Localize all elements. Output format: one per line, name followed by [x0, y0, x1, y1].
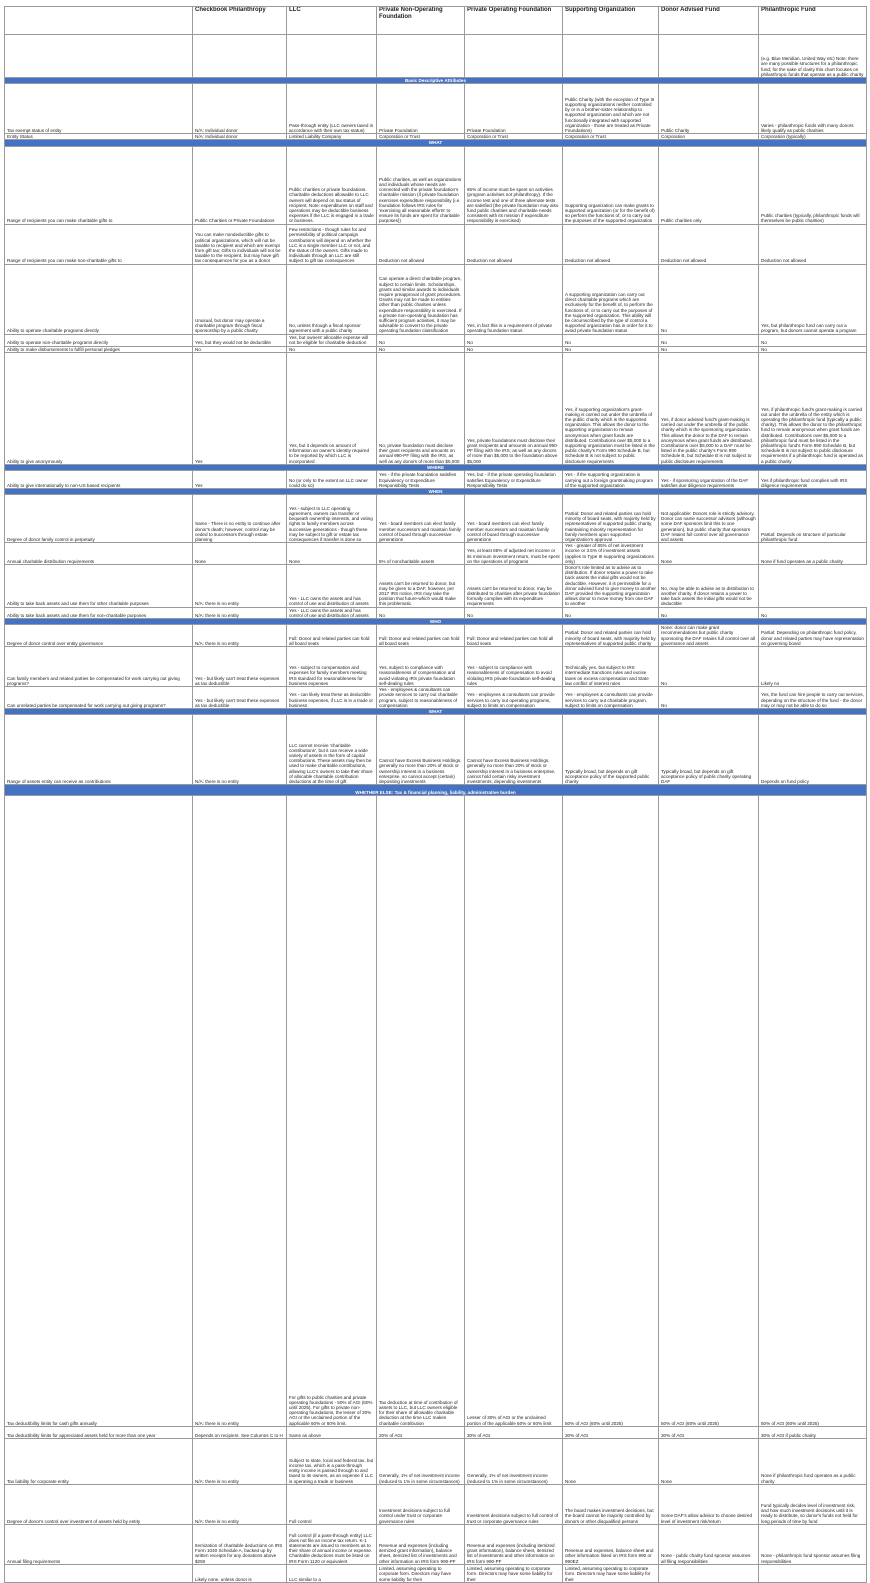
table-cell[interactable] — [759, 1564, 867, 1582]
table-row — [5, 647, 867, 687]
table-cell[interactable]: 5% of noncharitable assets — [377, 543, 465, 565]
table-cell[interactable]: Corporation or Trust — [377, 134, 465, 140]
cell[interactable] — [465, 35, 563, 78]
table-cell[interactable]: N/A: there is no entity — [193, 1484, 287, 1524]
row-label-cell[interactable]: Tax deductibility limits for appreciated assets held for more than one year — [5, 1426, 193, 1438]
table-cell[interactable]: Yes, the fund can hire people to carry out services, depending on the structure of the fund - the donor may or may not be able to do so — [759, 687, 867, 709]
table-cell[interactable]: Yes, if supporting organization's grant-making is carried out under the umbrella of the public charity which is the supported organization. This allows the donor to the supporting organization to remain anonymous when grant funds are distributed. Contributions over $5,000 to a supporting organization must be listed in the public charity's Form 990 Schedule B, but Schedule B is not subject to public disclosure requirements — [563, 352, 659, 464]
cell[interactable] — [5, 35, 193, 78]
row-label-cell[interactable]: Can unrelated parties be compensated for work carrying out giving programs? — [5, 687, 193, 709]
table-cell[interactable]: 50% of AGI (60% until 2025) — [659, 796, 759, 1427]
table-cell[interactable]: Revenue and expenses (including itemized grant information), balance sheet, itemized list of investments and other information on IRS form 990-PF — [465, 1524, 563, 1564]
table-cell[interactable]: None - philanthropic fund sponsor assumes filing responsibilities — [759, 1524, 867, 1564]
row-label-cell[interactable]: Ability to take back assets and use them for non-charitable purposes — [5, 607, 193, 618]
table-row — [5, 687, 867, 709]
row-label-cell[interactable]: Range of recipients you can make non-charitable gifts to — [5, 224, 193, 264]
table-cell[interactable]: No, may be able to advise as to distribution to another charity. If donor retains a power to take back assets the initial gifts would not be deductible — [659, 565, 759, 608]
table-cell[interactable]: None: donor can make grant recommendations but public charity sponsoring the DAF retains full control over all governance and assets — [659, 625, 759, 647]
table-cell[interactable]: Yes, at least 85% of adjusted net income or its minimum investment return, must be spent on the operations of programs — [465, 543, 563, 565]
intro-note-cell[interactable]: (e.g. Blue Meridian, United Way etc) Note: there are many possible structures for a philanthropic fund; for the sake of clarity this chart focuses on philanthropic funds that operate as a public charity — [759, 35, 867, 78]
table-cell[interactable]: N/A: there is no entity — [193, 565, 287, 608]
header-cell-philanthropic-fund[interactable]: Philanthropic Fund — [759, 7, 867, 35]
table-cell[interactable]: Public Charities or Private Foundations — [193, 146, 287, 224]
table-row — [5, 607, 867, 618]
table-cell[interactable]: No — [659, 607, 759, 618]
table-cell[interactable]: Yes - employees & consultants can provide services to carry out charitable program, subject to reasonableness of compensation — [377, 687, 465, 709]
row-label-cell[interactable]: Ability to give internationally to non-US based recipients — [5, 471, 193, 489]
row-label-cell[interactable]: Entity Status — [5, 134, 193, 140]
table-cell[interactable]: Limited Liability Company — [287, 134, 377, 140]
table-cell[interactable]: No — [759, 607, 867, 618]
table-cell[interactable]: Not applicable: Donors role is strictly advisory. Donor can name successor advisors (although some DAF sponsors limit this to one generation), but public charity that sponsors DAF retains full control over all governance and assets — [659, 495, 759, 543]
row-label-cell[interactable]: Range of assets entity can receive as contributions — [5, 715, 193, 785]
table-cell[interactable]: For gifts to public charities and private operating foundations - 50% of AGI (60% until 2025). For gifts to private non-operating foundations, the lesser of 30% AGI or the unclaimed portion of the applicable 50% or 60% limit. — [287, 796, 377, 1427]
section-band-label[interactable]: WHETHER ELSE: Tax & financial planning, liability, administrative burden — [5, 785, 867, 796]
table-cell[interactable]: 50% of AGI (60% until 2025) — [563, 796, 659, 1427]
table-cell[interactable]: You can make nondeductible gifts to political organizations, which will not be taxable to recipient and which are exempt from gift tax; Gifts to individuals will not be taxable to the recipient, but may have gift tax consequences for you as a donor — [193, 224, 287, 264]
table-cell[interactable]: Unusual, but donor may operate a charitable program through fiscal sponsorship by a public charity — [193, 264, 287, 334]
table-cell[interactable]: Full: Donor and related parties can hold all board seats — [465, 625, 563, 647]
cell[interactable] — [193, 35, 287, 78]
section-band-label[interactable]: WHAT — [5, 140, 867, 146]
table-cell[interactable]: Full: Donor and related parties can hold all board seats — [287, 625, 377, 647]
cell[interactable] — [659, 35, 759, 78]
table-cell[interactable]: None — [287, 543, 377, 565]
table-cell[interactable]: None if fund operates as a public charity — [759, 543, 867, 565]
table-cell[interactable]: Corporation (typically) — [759, 134, 867, 140]
table-cell[interactable]: Yes if philanthropic fund complies with IRS diligence requirements — [759, 471, 867, 489]
table-cell[interactable]: Assets can't be returned to donor, but may be given to a DAF, however, per 2017 IRS notice, IRS may take the position that future-which would make this problematic. — [377, 565, 465, 608]
table-cell[interactable]: Donor's role limited as to advise as to distribution. If donor retains a power to take back assets the initial gifts would not be deductible. However, it is permissible for a donor advised fund to give money to another DAF provided the supporting organization allows donor to move money from one DAF to another — [563, 565, 659, 608]
table-cell[interactable]: Same as above — [287, 1426, 377, 1438]
table-cell[interactable]: Fund typically decides level of investment risk, and how much investment decisions until it is ready to distribute, so donor's funds not held for long periods of time by fund — [759, 1484, 867, 1524]
table-cell[interactable]: 85% of income must be spent on activities (program activities not philanthropy). If the income test and one of three alternate tests are satisfied (the private foundation may also fund public charities and charitable needs consistent with its mission if expenditure responsibility is exercised) — [465, 146, 563, 224]
table-cell[interactable]: Yes - if the private foundation satisfies Equivalency or Expenditure Responsibility Tests — [377, 471, 465, 489]
table-cell[interactable]: Yes — [193, 471, 287, 489]
table-cell[interactable]: None - public charity fund sponsor assumes all filing responsibilities — [659, 1524, 759, 1564]
table-cell[interactable]: Typically broad, but depends on gift acceptance policy of the supported public charity — [563, 715, 659, 785]
table-cell[interactable]: Investment decisions subject to full control under trust or corporate governance rules — [377, 1484, 465, 1524]
table-cell[interactable]: Likely none, unless donor is — [193, 1564, 287, 1582]
section-band-label[interactable]: Basic Descriptive Attributes — [5, 78, 867, 84]
row-label-cell[interactable]: Degree of donor's control over investment of assets held by entity — [5, 1484, 193, 1524]
table-cell[interactable]: 30% of AGI — [465, 1426, 563, 1438]
table-cell[interactable]: Generally, 1% of net investment income (reduced to 1% in some circumstances) — [377, 1438, 465, 1484]
table-cell[interactable]: Yes, subject to compliance with reasonableness of compensation and avoid violating IRS private foundation self-dealing rules — [377, 647, 465, 687]
table-cell[interactable]: No — [465, 346, 563, 352]
table-cell[interactable]: Yes - employees & consultants can provide services to carry out operating programs, subject to limits on compensation — [465, 687, 563, 709]
table-cell[interactable]: No, unless through a fiscal sponsor agreement with a public charity — [287, 264, 377, 334]
table-cell[interactable]: 20% of AGI — [377, 1426, 465, 1438]
table-cell[interactable]: No — [287, 346, 377, 352]
table-row — [5, 1524, 867, 1564]
row-label-cell[interactable]: Tax liability for corporate entity — [5, 1438, 193, 1484]
table-cell[interactable]: Yes, but philanthropic fund can carry out a program, but donors cannot operate a program — [759, 264, 867, 334]
table-cell[interactable]: No — [465, 334, 563, 346]
table-cell[interactable]: Public Charity (with the exception of Type III supporting organizations neither controlled by or in a brother-sister relationship to supported organization and which are not functionally integrated with supported organization - those are treated as Private Foundations) — [563, 84, 659, 134]
table-row — [5, 84, 867, 134]
table-cell[interactable]: Public charities (typically, philanthropic funds will themselves be public charities) — [759, 146, 867, 224]
row-label-cell[interactable]: Degree of donor control over entity governance — [5, 625, 193, 647]
table-cell[interactable]: Yes - but likely can't treat these expenses as tax deductible — [193, 647, 287, 687]
table-cell[interactable]: No — [377, 334, 465, 346]
table-cell[interactable]: Yes - subject to compensation and expenses for family members meeting IRS standard for reasonableness for business expenses — [287, 647, 377, 687]
table-cell[interactable]: Public Charity — [659, 84, 759, 134]
row-label-cell[interactable]: Degree of donor family control in perpetuity — [5, 495, 193, 543]
table-cell[interactable]: Cannot have Excess Business Holdings, generally no more than 20% of stock or ownership interest in a business enterprise, cannot hold certain risky investment investments, depending investments — [465, 715, 563, 785]
section-band-label[interactable]: WHO — [5, 619, 867, 625]
table-cell[interactable]: The board makes investment decisions, but the board cannot be majority controlled by donors or other disqualified persons — [563, 1484, 659, 1524]
table-cell[interactable]: Itemization of charitable deductions on IRS Form 1040 Schedule A, backed up by written receipts for any donations above $250 — [193, 1524, 287, 1564]
table-row — [5, 796, 867, 1427]
table-row — [5, 264, 867, 334]
table-row — [5, 471, 867, 489]
row-label-cell[interactable] — [5, 1564, 193, 1582]
table-cell[interactable]: Yes - if the supporting organization is carrying out a foreign grantmaking program of the supported organization — [563, 471, 659, 489]
intro-note-row — [5, 35, 867, 78]
table-row — [5, 625, 867, 647]
table-cell[interactable]: Full control — [287, 1484, 377, 1524]
table-row — [5, 565, 867, 608]
table-cell[interactable]: Deduction not allowed — [759, 224, 867, 264]
table-row — [5, 1564, 867, 1582]
table-cell[interactable]: None — [659, 543, 759, 565]
section-band-label[interactable]: WHEN — [5, 489, 867, 495]
table-cell[interactable]: Same - There is no entity to continue after donor's death; however, control may be ceded to successors through estate planning — [193, 495, 287, 543]
table-cell[interactable]: Cannot have Excess Business Holdings, generally no more than 20% of stock or ownership interest in a business enterprise, so cannot accept (certain) depositing investments — [377, 715, 465, 785]
table-cell[interactable]: Investment decisions subject to full control of trust or corporate governance rules — [465, 1484, 563, 1524]
table-cell[interactable]: Yes - greater of 85% of net investment income or 3.5% of investment assets (applies to Type III supporting organizations only) — [563, 543, 659, 565]
row-label-cell[interactable]: Ability to operate non-charitable programs directly — [5, 334, 193, 346]
table-cell[interactable]: None — [659, 1438, 759, 1484]
row-label-cell[interactable]: Ability to make disbursements to fulfill personal pledges — [5, 346, 193, 352]
table-cell[interactable]: Deduction not allowed — [465, 224, 563, 264]
table-cell[interactable]: No — [659, 264, 759, 334]
table-cell[interactable]: N/A: there is no entity — [193, 715, 287, 785]
table-row — [5, 1484, 867, 1524]
table-cell[interactable]: Yes, private foundations must disclose their grant recipients and amounts on annual 990-PF filing with the IRS, as well as any donors of more than $5,000 to the foundation above $5,000 — [465, 352, 563, 464]
table-cell[interactable]: No — [659, 346, 759, 352]
table-cell[interactable]: Limited, assuming operating to corporate form. Directors may have some liability for their — [563, 1564, 659, 1582]
table-cell[interactable]: Depends on recipient. See Columns C to H — [193, 1426, 287, 1438]
table-cell[interactable]: Lesser of 30% of AGI or the unclaimed portion of the applicable 50% or 60% limit — [465, 796, 563, 1427]
header-cell-checkbook[interactable]: Checkbook Philanthropy — [193, 7, 287, 35]
header-cell-private-operating[interactable]: Private Operating Foundation — [465, 7, 563, 35]
table-row — [5, 334, 867, 346]
table-row — [5, 146, 867, 224]
table-cell[interactable]: Can operate a direct charitable program, subject to certain limits. Scholarships, grants and similar awards to individuals require preapproval of grant procedures. Grants may not be made to entities other than public charities unless expenditure responsibility is exercised. If a private non-operating foundation has sufficient program activities, it may be advisable to convert to the private operating foundation classification — [377, 264, 465, 334]
section-band-label[interactable]: WHAT — [5, 709, 867, 715]
table-cell[interactable]: Deduction not allowed — [563, 224, 659, 264]
section-band-label[interactable]: WHERE — [5, 464, 867, 470]
table-cell[interactable]: Public charities only — [659, 146, 759, 224]
table-cell[interactable]: Supporting organization can make grants to supported organization (or for the benefit of) so perform the functions of, or to carry out the purposes of the supported organization — [563, 146, 659, 224]
table-cell[interactable]: Limited, assuming operating to corporate form. Directors may have some liability for their — [377, 1564, 465, 1582]
table-cell[interactable]: Full: Donor and related parties can hold all board seats — [377, 625, 465, 647]
table-cell[interactable]: 30% of AGI — [563, 1426, 659, 1438]
table-cell[interactable]: Deduction not allowed — [377, 224, 465, 264]
cell[interactable] — [287, 35, 377, 78]
table-cell[interactable]: Yes, but owners' allocable expense will not be eligible for charitable deduction — [287, 334, 377, 346]
table-cell[interactable]: Yes - board members can elect family member successors and maintain family control of board through successive generations — [465, 495, 563, 543]
table-cell[interactable]: N/A: there is no entity — [193, 1438, 287, 1484]
table-cell[interactable]: No (or only to the extent an LLC owner could do so) — [287, 471, 377, 489]
table-cell[interactable]: Yes, in fact this is a requirement of private operating foundation status — [465, 264, 563, 334]
table-cell[interactable]: Yes - LLC owns the assets and has control of use and distribution of assets — [287, 565, 377, 608]
cell[interactable] — [563, 35, 659, 78]
table-cell[interactable]: Corporation or Trust — [563, 134, 659, 140]
table-cell[interactable]: Corporation — [659, 134, 759, 140]
table-cell[interactable]: Generally, 1% of net investment income (reduced to 1% in some circumstances) — [465, 1438, 563, 1484]
table-cell[interactable]: Technically yes, but subject to IRS intermediate Sanctions rules and excise taxes on excess compensation and State law conflict of interest rules — [563, 647, 659, 687]
header-row — [5, 7, 867, 35]
table-cell[interactable]: No — [377, 607, 465, 618]
table-cell[interactable]: Private Foundation — [377, 84, 465, 134]
table-cell[interactable]: No — [377, 346, 465, 352]
table-cell[interactable]: No — [659, 647, 759, 687]
table-cell[interactable]: Public charities or private foundations. Charitable deductions allowable to LLC owners will depend on tax status of recipient. Note: expenditures on staff and operations may be deductible business expenses if the LLC is engaged in a trade or business. — [287, 146, 377, 224]
table-cell[interactable]: Yes, but it depends on amount of information an owner's identity required to be reported by which LLC is incorporated — [287, 352, 377, 464]
header-cell-daf[interactable]: Donor Advised Fund — [659, 7, 759, 35]
table-cell[interactable]: Yes - employees & consultants can provide services to carry out charitable program, subject to limits on compensation — [563, 687, 659, 709]
row-label-cell[interactable]: Tax deductibility limits for cash gifts annually — [5, 796, 193, 1427]
table-row — [5, 1426, 867, 1438]
table-cell[interactable]: No, private foundation must disclose their grant recipients and amounts on annual 990-PF filing with the IRS, as well as any donors of more than $5,000 — [377, 352, 465, 464]
table-cell[interactable]: Tax deduction at time of contribution of assets to LLC, but LLC owners eligible for their share of allowable charitable deduction at the time LLC makes charitable contribution — [377, 796, 465, 1427]
cell[interactable] — [377, 35, 465, 78]
table-cell[interactable]: Partial: Depends on structure of particular philanthropic fund — [759, 495, 867, 543]
row-label-cell[interactable]: Tax exempt status of entity — [5, 84, 193, 134]
header-cell-llc[interactable]: LLC — [287, 7, 377, 35]
table-cell[interactable]: No — [759, 346, 867, 352]
table-cell[interactable]: No — [563, 346, 659, 352]
table-cell[interactable]: Yes - if sponsoring organization of the DAF satisfies due diligence requirements — [659, 471, 759, 489]
table-cell[interactable]: Full control (if a pass-through entity) LLC does not file an income tax return. K-1 statements are issued to members as to their share of annual income or expense. Charitable deductions must be listed on IRS Form 1120 or equivalent — [287, 1524, 377, 1564]
table-cell[interactable]: Revenue and expenses, balance sheet and other information listed on IRS form 990 or 990EZ — [563, 1524, 659, 1564]
table-cell[interactable]: Private Foundation — [465, 84, 563, 134]
table-cell[interactable]: Yes - LLC owns the assets and has control of use and distribution of assets — [287, 607, 377, 618]
table-row — [5, 1438, 867, 1484]
table-cell[interactable]: Few restrictions - though rules for and permissibility of political campaign contributions will depend on whether the LLC is a single member LLC or not, and the status of the owners. Gifts made to individuals through an LLC are still subject to gift tax consequences — [287, 224, 377, 264]
row-label-cell[interactable]: Ability to give anonymously — [5, 352, 193, 464]
section-band-row — [5, 785, 867, 796]
table-cell[interactable]: None — [563, 1438, 659, 1484]
table-cell[interactable]: Pass-through entity (LLC owners taxed in accordance with their own tax status) — [287, 84, 377, 134]
table-cell[interactable]: LLC cannot receive 'charitable contributions', but it can receive a wide variety of assets in the form of capital contributions. These assets may then be used to make charitable contributions, allowing LLC's owners to take their share of allocable charitable contribution deductions at the time of gift — [287, 715, 377, 785]
table-row — [5, 543, 867, 565]
row-label-cell[interactable]: Ability to take back assets and use them for other charitable purposes — [5, 565, 193, 608]
comparison-table — [4, 6, 867, 1583]
table-cell[interactable]: N/A: Individual donor — [193, 84, 287, 134]
table-cell[interactable]: Typically broad, but depends on gift acceptance policy of public charity operating DAF — [659, 715, 759, 785]
table-cell[interactable]: LLC similar to a — [287, 1564, 377, 1582]
header-cell-private-non-operating[interactable]: Private Non-Operating Foundation — [377, 7, 465, 35]
table-row — [5, 495, 867, 543]
table-cell[interactable]: Yes - but likely can't treat these expenses as tax deductible — [193, 687, 287, 709]
table-cell[interactable]: Likely no — [759, 647, 867, 687]
table-cell[interactable]: Depends on fund policy — [759, 715, 867, 785]
table-cell[interactable]: 30% of AGI if public charity — [759, 1426, 867, 1438]
table-cell[interactable]: No — [659, 334, 759, 346]
header-cell-blank[interactable] — [5, 7, 193, 35]
table-cell[interactable]: Yes - subject to compliance with reasonableness of compensation to avoid violating IRS private foundation self-dealing rules — [465, 647, 563, 687]
table-body — [5, 78, 867, 1583]
table-cell[interactable]: N/A: there is no entity — [193, 625, 287, 647]
table-cell[interactable]: Partial: Depending on philanthropic fund policy, donor and related parties may have representation on governing board — [759, 625, 867, 647]
table-cell[interactable]: No — [193, 346, 287, 352]
table-cell[interactable]: Yes, if donor advised fund's grant-making is carried out under the umbrella of the public charity which is the sponsoring organization. This allows the donor to the DAF to remain anonymous when grant funds are distributed. Contributions over $5,000 to a DAF must be listed in the public charity's Form 990 Schedule B, but Schedule B is not subject to public disclosure requirements — [659, 352, 759, 464]
table-cell[interactable]: No — [759, 334, 867, 346]
table-cell[interactable]: None — [193, 543, 287, 565]
table-row — [5, 352, 867, 464]
table-cell[interactable]: None if philanthropic fund operates as a public charity — [759, 1438, 867, 1484]
table-cell[interactable]: No — [659, 687, 759, 709]
table-cell[interactable]: Assets can't be returned to donor, may be distributed to charities after private foundation formally complies with its expenditure requirements — [465, 565, 563, 608]
table-cell[interactable]: Some DAF's allow advisor to choose desired level of investment risk/return — [659, 1484, 759, 1524]
table-cell[interactable]: Deduction not allowed — [659, 224, 759, 264]
table-cell[interactable]: Yes - board members can elect family member successors and maintain family control of board through successive generations — [377, 495, 465, 543]
table-cell[interactable]: Partial: Donor and related parties can hold minority of board seats, with majority held by representatives of supported public charity, maintaining minority representation for family members upon supported organization's approval — [563, 495, 659, 543]
table-cell[interactable] — [659, 1564, 759, 1582]
table-cell[interactable]: Yes, but - if the private operating foundation satisfies Equivalency or Expenditure Responsibility Tests — [465, 471, 563, 489]
table-cell[interactable]: Revenue and expenses (including itemized grant information), balance sheet, itemized list of investments and other information on IRS form 990-PF — [377, 1524, 465, 1564]
table-cell[interactable]: Yes - can likely treat these as deductible business expenses, if LLC is in a trade or business — [287, 687, 377, 709]
table-cell[interactable]: Yes — [193, 352, 287, 464]
table-cell[interactable]: Yes - subject to LLC operating agreement, owners can transfer or bequeath ownership interests, and voting rights to family members across successive generations - though these may be subject to gift or estate tax consequences if transfer is done so — [287, 495, 377, 543]
table-cell[interactable]: 50% of AGI (60% until 2025) — [759, 796, 867, 1427]
table-cell[interactable]: Corporation or Trust — [465, 134, 563, 140]
table-cell[interactable]: 30% of AGI — [659, 1426, 759, 1438]
table-cell[interactable]: No — [563, 607, 659, 618]
row-label-cell[interactable]: Ability to operate charitable programs directly — [5, 264, 193, 334]
table-cell[interactable]: No — [465, 607, 563, 618]
table-cell[interactable]: N/A: Individual donor — [193, 134, 287, 140]
row-label-cell[interactable]: Annual charitable distribution requirements — [5, 543, 193, 565]
table-cell[interactable]: Limited, assuming operating to corporate form. Directors may have some liability for their — [465, 1564, 563, 1582]
table-row — [5, 224, 867, 264]
table-cell[interactable]: Yes, but they would not be deductible — [193, 334, 287, 346]
row-label-cell[interactable]: Can family members and related parties be compensated for work carrying out giving programs? — [5, 647, 193, 687]
table-cell[interactable]: Public charities, as well as organizations and individuals whose needs are connected with the private foundation's charitable mission (if private foundation exercises expenditure responsibility (i.e. foundation follows IRS rules for 'exercising all reasonable efforts' to ensure its funds are spent for charitable purposes)) — [377, 146, 465, 224]
table-cell[interactable]: N/A: there is no entity — [193, 607, 287, 618]
table-cell[interactable]: Subject to state, local and federal tax, but income tax, which is a pass-through entity income is passed through to and taxed to its owners, as an expense if LLC is operating a trade or business — [287, 1438, 377, 1484]
table-cell[interactable]: Varies - philanthropic funds with many donors likely qualify as public charities — [759, 84, 867, 134]
table-cell[interactable]: No — [563, 334, 659, 346]
table-cell[interactable]: A supporting organization can carry out direct charitable programs which are exclusively for the benefit of, to perform the functions of, or to carry out the purposes of the supported organization. This ability will be circumscribed by the type of control a supported organization has in order for it to avoid private foundation status — [563, 264, 659, 334]
table-cell[interactable]: N/A: there is no entity — [193, 796, 287, 1427]
table-cell[interactable]: Partial: Donor and related parties can hold minority of board seats, with majority held by representatives of supported public charity — [563, 625, 659, 647]
header-cell-supporting-org[interactable]: Supporting Organization — [563, 7, 659, 35]
row-label-cell[interactable]: Range of recipients you can make charitable gifts to — [5, 146, 193, 224]
table-cell[interactable]: Yes, if philanthropic fund's grant-making is carried out under the umbrella of the entity which is operating the philanthropic fund (typically a public charity). This allows the donor to the philanthropic fund to remain anonymous when grant funds are distributed. Contributions over $5,000 to a philanthropic fund must be listed in the philanthropic fund's Form 990 Schedule B, but Schedule B is not subject to public disclosure requirements if a philanthropic fund is operated as a public charity — [759, 352, 867, 464]
table-row — [5, 715, 867, 785]
row-label-cell[interactable]: Annual filing requirements — [5, 1524, 193, 1564]
